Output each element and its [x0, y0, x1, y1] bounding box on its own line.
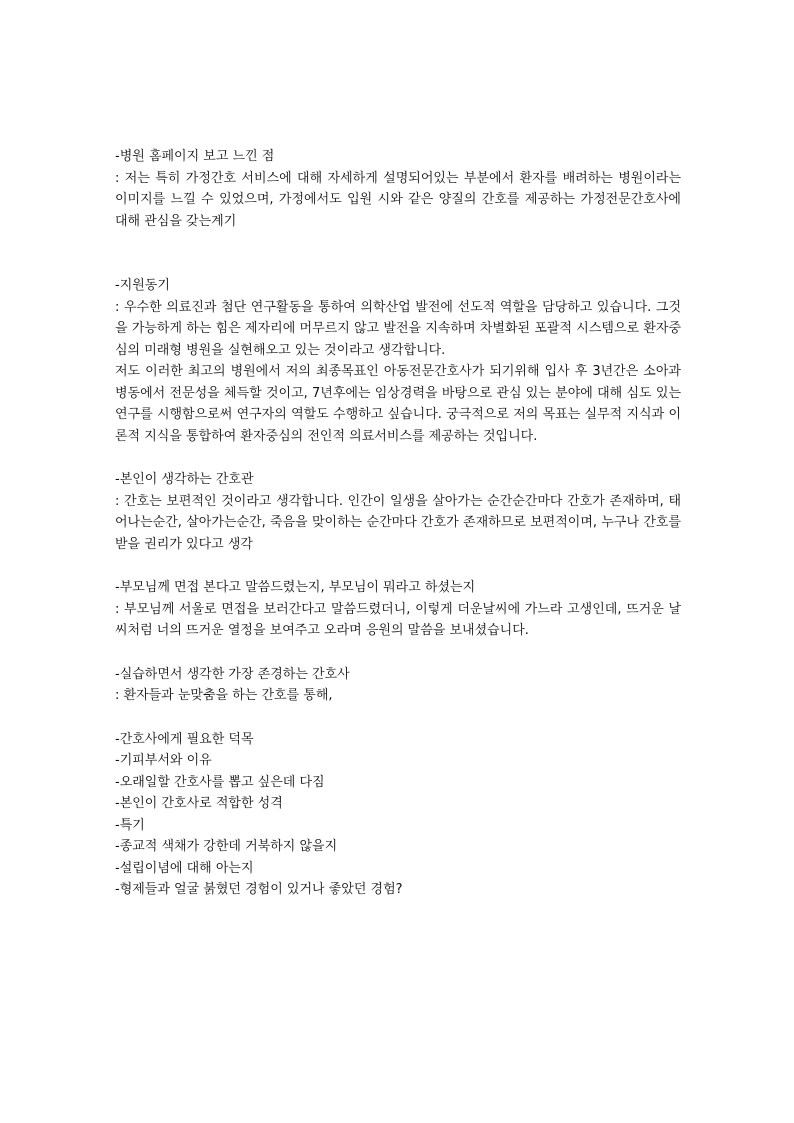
section-body: : 간호는 보편적인 것이라고 생각합니다. 인간이 일생을 살아가는 순간순간마다 간호가 존재하며, 태어나는순간, 살아가는순간, 죽음을 맞이하는 순간마다 간호가 존재하므로 보편적이며, 누구나 간호를 받을 권리가 있다고 생각: [115, 493, 681, 552]
section-body: : 우수한 의료진과 첨단 연구활동을 통하여 의학산업 발전에 선도적 역할을 담당하고 있습니다. 그것을 가능하게 하는 힘은 제자리에 머무르지 않고 발전을 지속하며 차별화된 포괄적 시스템으로 환자중심의 미래형 병원을 실현해오고 있는 것이라고 생각합니다.: [115, 299, 681, 358]
list-item: -기피부서와 이유: [115, 753, 212, 768]
list-item: -간호사에게 필요한 덕목: [115, 731, 254, 747]
section-parents: [115, 577, 681, 642]
list-item: -특기: [115, 817, 145, 833]
document-page: [115, 146, 681, 901]
section-nursing-view: [115, 469, 681, 555]
section-heading: -병원 홈페이지 보고 느낀 점: [115, 149, 275, 164]
question-list: [115, 729, 681, 901]
section-respected-nurse: [115, 664, 681, 707]
section-heading: -지원동기: [115, 278, 170, 293]
section-heading: -부모님께 면접 본다고 말씀드렸는지, 부모님이 뭐라고 하셨는지: [115, 580, 476, 595]
section-body: : 부모님께 서울로 면접을 보러간다고 말씀드렸더니, 이렇게 더운날씨에 가느라 고생인데, 뜨거운 날씨처럼 너의 뜨거운 열정을 보여주고 오라며 응원의 말씀을 보내셨습니다.: [115, 601, 681, 638]
section-body: : 저는 특히 가정간호 서비스에 대해 자세하게 설명되어있는 부분에서 환자를 배려하는 병원이라는 이미지를 느낄 수 있었으며, 가정에서도 입원 시와 같은 양질의 간호를 제공하는 가정전문간호사에 대해 관심을 갖는계기: [115, 170, 681, 229]
list-item: -오래일할 간호사를 뽑고 싶은데 다짐: [115, 774, 325, 790]
section-heading: -본인이 생각하는 간호관: [115, 472, 254, 487]
section-motivation: [115, 275, 681, 447]
list-item: -종교적 색채가 강한데 거북하지 않을지: [115, 839, 338, 854]
list-item: -형제들과 얼굴 붉혔던 경험이 있거나 좋았던 경험?: [115, 882, 403, 897]
list-item: -설립이념에 대해 아는지: [115, 860, 254, 876]
section-heading: -실습하면서 생각한 가장 존경하는 간호사: [115, 666, 350, 682]
list-item: -본인이 간호사로 적합한 성격: [115, 796, 283, 811]
section-homepage-impression: [115, 146, 681, 232]
section-body-continued: 저도 이러한 최고의 병원에서 저의 최종목표인 아동전문간호사가 되기위해 입사 후 3년간은 소아과병동에서 전문성을 체득할 것이고, 7년후에는 임상경력을 바탕으로 관심 있는 분야에 대해 심도 있는 연구를 시행함으로써 연구자의 역할도 수행하고 싶습니다. 궁극적으로 저의 목표는 실무적 지식과 이론적 지식을 통합하여 환자중심의 전인적 의료서비스를 제공하는 것입니다.: [115, 364, 681, 444]
section-body: : 환자들과 눈맞춤을 하는 간호를 통해,: [115, 688, 333, 703]
